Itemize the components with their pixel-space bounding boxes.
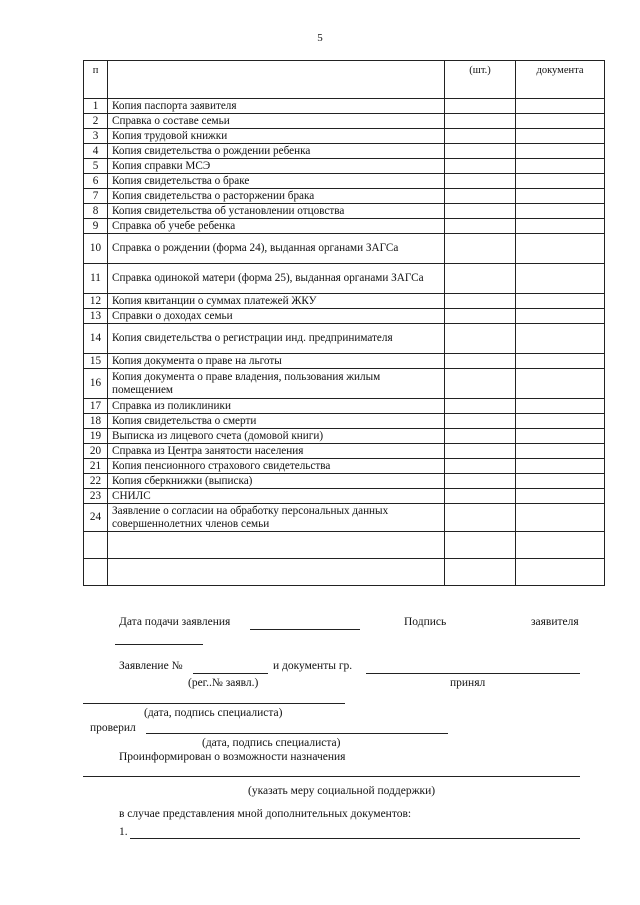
row-document-cell[interactable]: [516, 324, 605, 354]
row-count-cell[interactable]: [445, 159, 516, 174]
table-row: [84, 324, 605, 354]
row-document-cell[interactable]: [516, 489, 605, 504]
row-count-cell[interactable]: [445, 354, 516, 369]
row-count-cell[interactable]: [445, 324, 516, 354]
row-document-cell[interactable]: [516, 234, 605, 264]
table-row: [84, 234, 605, 264]
blank-cell[interactable]: [84, 532, 108, 559]
table-row: [84, 504, 605, 532]
row-count-cell[interactable]: [445, 294, 516, 309]
row-count-cell[interactable]: [445, 474, 516, 489]
row-document-name: Справка из Центра занятости населения: [108, 444, 445, 459]
row-number: 22: [84, 474, 108, 489]
row-count-cell[interactable]: [445, 504, 516, 532]
row-document-cell[interactable]: [516, 474, 605, 489]
blank-cell[interactable]: [108, 559, 445, 586]
row-document-name: Копия свидетельства о расторжении брака: [108, 189, 445, 204]
header-document: документа: [516, 61, 605, 99]
accepted-line[interactable]: [83, 703, 345, 704]
row-number: 19: [84, 429, 108, 444]
row-document-name: Выписка из лицевого счета (домовой книги): [108, 429, 445, 444]
measure-label: (указать меру социальной поддержки): [248, 785, 436, 797]
table-header: [84, 61, 605, 99]
table-row: [84, 429, 605, 444]
row-document-cell[interactable]: [516, 129, 605, 144]
blank-cell[interactable]: [445, 559, 516, 586]
row-count-cell[interactable]: [445, 234, 516, 264]
row-document-name: Заявление о согласии на обработку персональных данных совершеннолетних членов семьи: [108, 504, 445, 532]
item-1-line[interactable]: [130, 838, 580, 839]
checked-line[interactable]: [146, 733, 448, 734]
row-document-name: Копия пенсионного страхового свидетельства: [108, 459, 445, 474]
row-count-cell[interactable]: [445, 489, 516, 504]
informed-label: Проинформирован о возможности назначения: [119, 751, 346, 763]
row-number: 11: [84, 264, 108, 294]
row-count-cell[interactable]: [445, 309, 516, 324]
row-document-name: Копия свидетельства о рождении ребенка: [108, 144, 445, 159]
row-number: 18: [84, 414, 108, 429]
row-document-cell[interactable]: [516, 429, 605, 444]
row-number: 12: [84, 294, 108, 309]
row-document-name: Копия свидетельства о регистрации инд. предпринимателя: [108, 324, 445, 354]
row-count-cell[interactable]: [445, 459, 516, 474]
row-document-cell[interactable]: [516, 189, 605, 204]
table-row: [84, 189, 605, 204]
table-row: [84, 204, 605, 219]
row-number: 5: [84, 159, 108, 174]
row-document-name: Справки о доходах семьи: [108, 309, 445, 324]
row-count-cell[interactable]: [445, 129, 516, 144]
statement-number-line[interactable]: [193, 673, 268, 674]
row-document-cell[interactable]: [516, 459, 605, 474]
row-count-cell[interactable]: [445, 99, 516, 114]
applicant-sign-line[interactable]: [115, 644, 203, 645]
row-number: 6: [84, 174, 108, 189]
row-document-name: Справка о составе семьи: [108, 114, 445, 129]
row-document-name: Копия документа о праве на льготы: [108, 354, 445, 369]
row-number: 14: [84, 324, 108, 354]
row-count-cell[interactable]: [445, 414, 516, 429]
row-number: 17: [84, 399, 108, 414]
row-document-name: СНИЛС: [108, 489, 445, 504]
row-document-cell[interactable]: [516, 204, 605, 219]
row-document-cell[interactable]: [516, 99, 605, 114]
sign-label: Подпись: [404, 616, 447, 628]
row-document-cell[interactable]: [516, 264, 605, 294]
table-row: [84, 294, 605, 309]
row-number: 9: [84, 219, 108, 234]
row-document-name: Копия трудовой книжки: [108, 129, 445, 144]
row-document-name: Копия паспорта заявителя: [108, 99, 445, 114]
row-document-cell[interactable]: [516, 219, 605, 234]
row-document-name: Копия квитанции о суммах платежей ЖКУ: [108, 294, 445, 309]
row-count-cell[interactable]: [445, 219, 516, 234]
row-document-cell[interactable]: [516, 444, 605, 459]
checked-label: проверил: [90, 722, 136, 734]
row-number: 4: [84, 144, 108, 159]
citizen-name-line[interactable]: [366, 673, 580, 674]
docs-label: и документы гр.: [273, 660, 353, 672]
date-label: Дата подачи заявления: [119, 616, 231, 628]
additional-label: в случае представления мной дополнительных документов:: [119, 808, 412, 820]
table-row: [84, 144, 605, 159]
row-number: 10: [84, 234, 108, 264]
table-row: [84, 399, 605, 414]
row-document-cell[interactable]: [516, 504, 605, 532]
item-1-label: 1.: [119, 826, 128, 838]
blank-cell[interactable]: [108, 532, 445, 559]
header-number: п: [84, 61, 108, 99]
documents-table: [83, 60, 605, 586]
table-row: [84, 264, 605, 294]
date-line[interactable]: [250, 629, 360, 630]
header-count: (шт.): [445, 61, 516, 99]
row-number: 23: [84, 489, 108, 504]
table-row: [84, 219, 605, 234]
row-document-cell[interactable]: [516, 159, 605, 174]
row-document-cell[interactable]: [516, 414, 605, 429]
row-number: 8: [84, 204, 108, 219]
table-row: [84, 369, 605, 399]
applicant-label: заявителя: [531, 616, 579, 628]
row-document-cell[interactable]: [516, 309, 605, 324]
row-document-cell[interactable]: [516, 399, 605, 414]
row-document-name: Справка одинокой матери (форма 25), выданная органами ЗАГСа: [108, 264, 445, 294]
row-count-cell[interactable]: [445, 204, 516, 219]
blank-cell[interactable]: [516, 559, 605, 586]
row-number: 15: [84, 354, 108, 369]
row-number: 13: [84, 309, 108, 324]
row-count-cell[interactable]: [445, 369, 516, 399]
table-row: [84, 444, 605, 459]
table-row: [84, 114, 605, 129]
blank-cell[interactable]: [516, 532, 605, 559]
row-number: 24: [84, 504, 108, 532]
table-row: [84, 489, 605, 504]
row-number: 2: [84, 114, 108, 129]
row-document-name: Копия свидетельства о смерти: [108, 414, 445, 429]
row-number: 7: [84, 189, 108, 204]
row-document-cell[interactable]: [516, 354, 605, 369]
row-count-cell[interactable]: [445, 429, 516, 444]
table-row: [84, 354, 605, 369]
row-number: 21: [84, 459, 108, 474]
table-row: [84, 474, 605, 489]
date-sign-2: (дата, подпись специалиста): [202, 737, 341, 749]
row-count-cell[interactable]: [445, 399, 516, 414]
table-row: [84, 309, 605, 324]
table-row: [84, 459, 605, 474]
row-document-name: Копия свидетельства о браке: [108, 174, 445, 189]
row-count-cell[interactable]: [445, 189, 516, 204]
row-count-cell[interactable]: [445, 264, 516, 294]
row-document-cell[interactable]: [516, 174, 605, 189]
table-row-blank: [84, 532, 605, 559]
row-number: 16: [84, 369, 108, 399]
blank-cell[interactable]: [445, 532, 516, 559]
row-document-cell[interactable]: [516, 369, 605, 399]
row-document-name: Копия свидетельства об установлении отцовства: [108, 204, 445, 219]
statement-label: Заявление №: [119, 660, 183, 672]
row-document-name: Справка о рождении (форма 24), выданная органами ЗАГСа: [108, 234, 445, 264]
table-row: [84, 414, 605, 429]
table-row: [84, 159, 605, 174]
row-document-name: Копия сберкнижки (выписка): [108, 474, 445, 489]
header-name: [108, 61, 445, 99]
row-document-cell[interactable]: [516, 144, 605, 159]
row-count-cell[interactable]: [445, 144, 516, 159]
row-document-name: Копия документа о праве владения, пользования жилым помещением: [108, 369, 445, 399]
table-row: [84, 99, 605, 114]
row-document-name: Справка об учебе ребенка: [108, 219, 445, 234]
row-document-name: Копия справки МСЭ: [108, 159, 445, 174]
date-sign-1: (дата, подпись специалиста): [144, 707, 283, 719]
row-count-cell[interactable]: [445, 174, 516, 189]
page-number: 5: [317, 32, 323, 44]
row-document-name: Справка из поликлиники: [108, 399, 445, 414]
row-number: 1: [84, 99, 108, 114]
row-number: 3: [84, 129, 108, 144]
row-count-cell[interactable]: [445, 444, 516, 459]
accepted-label: принял: [450, 677, 486, 689]
table-row-blank: [84, 559, 605, 586]
blank-cell[interactable]: [84, 559, 108, 586]
row-count-cell[interactable]: [445, 114, 516, 129]
row-number: 20: [84, 444, 108, 459]
table-row: [84, 174, 605, 189]
measure-line[interactable]: [83, 776, 580, 777]
reg-label: (рег..№ заявл.): [188, 677, 259, 689]
row-document-cell[interactable]: [516, 114, 605, 129]
table-row: [84, 129, 605, 144]
row-document-cell[interactable]: [516, 294, 605, 309]
